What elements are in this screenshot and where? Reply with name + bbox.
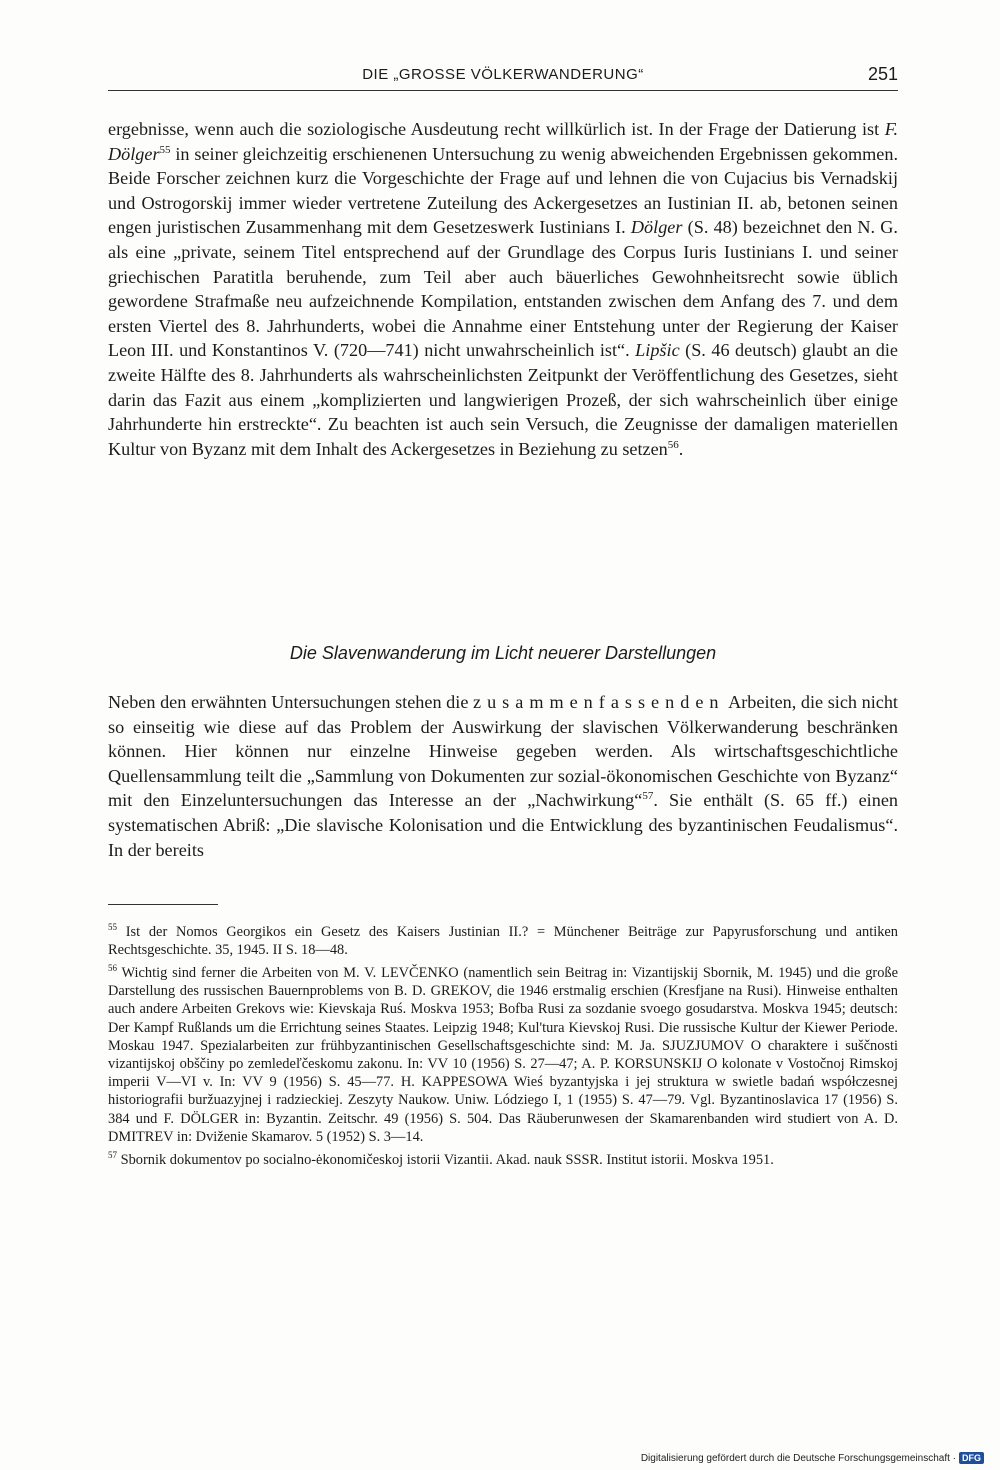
footnote-divider: [108, 904, 218, 905]
paragraph-continuation: [108, 117, 898, 461]
running-header: [108, 64, 898, 91]
author-name: F. Dölger: [108, 119, 898, 164]
footnote-ref[interactable]: 56: [667, 438, 679, 451]
footnote-ref[interactable]: 55: [159, 143, 171, 156]
text-run: ergebnisse, wenn auch die soziologische Ausdeutung recht willkürlich ist. In der Frage der Datierung ist: [108, 119, 885, 139]
footnote-number: 56: [108, 963, 117, 974]
credit-text: Digitalisierung gefördert durch die Deutsche Forschungsgemeinschaft ·: [640, 1452, 956, 1464]
text-run: . Sie enthält (S. 65 ff.) einen systematischen Abriß: „Die slavische Kolonisation und die Entwicklung des byzantinischen Feudalismus“. In der bereits: [108, 790, 898, 860]
footnote-text: Ist der Nomos Georgikos ein Gesetz des Kaisers Justinian II.? = Münchener Beiträge zur Papyrusforschung und antiken Rechtsgeschichte. 35, 1945. II S. 18—48.: [108, 923, 898, 958]
footnote-ref[interactable]: 57: [642, 790, 654, 803]
footnotes: [108, 918, 898, 1169]
text-run: (S. 46 deutsch) glaubt an die zweite Hälfte des 8. Jahrhunderts als wahrscheinlichsten Zeitpunkt der Veröffentlichung des Gesetzes, sieht darin das Fazit aus einem „komplizierten und langwierigen Prozeß, der sich wahrscheinlich über einige Jahrhunderte hin erstreckte“. Zu beachten ist auch sein Versuch, die Zeugnisse der damaligen materiellen Kultur von Byzanz mit dem Inhalt des Ackergesetzes in Beziehung zu setzen: [108, 340, 898, 459]
text-run: .: [678, 438, 684, 459]
footnote-text: Wichtig sind ferner die Arbeiten von M. V. LEVČENKO (namentlich sein Beitrag in: Vizantijskij Sbornik, M. 1945) und die große Darstellung des russischen Bauernproblems von B. D. GREKOV, die 1946 erstmalig erschien (Kresfjane na Rusi). Hinweise enthalten auch andere Arbeiten Grekovs wie: Kievskaja Ruś. Moskva 1953; Bofba Rusi za sozdanie svoego gosudarstva. Moskva 1945; deutsch: Der Kampf Rußlands um die Errichtung seines Staates. Leipzig 1948; Kul'tura Kievskoj Rusi. Die russische Kultur der Kiewer Periode. Moskau 1947. Spezialarbeiten zur frühbyzantinischen Gesellschaftsgeschichte sind: M. Ja. SJUZJUMOV O charaktere i suščnosti vizantijskoj obščiny po zemledeľčeskomu zakonu. In: VV 10 (1956) S. 27—47; A. P. KORSUNSKIJ O kolonate v Vostočnoj Rimskoj imperii V—VI v. In: VV 9 (1956) S. 45—77. H. KAPPESOWA Wieś byzantyjska i jej struktura w swietle badań współczesnej historiografii buržuazyjnej i radzieckiej. Zeszyty Naukow. Uniw. Lódziego I, 1 (1955) S. 47—79. Vgl. Byzantinoslavica 17 (1956) S. 384 und F. DÖLGER in: Byzantin. Zeitschr. 49 (1956) S. 504. Das Räuberunwesen der Skamarenbanden wird studiert von A. D. DMITREV in: Dviženie Skamarov. 5 (1952) S. 3—14.: [108, 965, 898, 1145]
text-run: in seiner gleichzeitig erschienenen Untersuchung zu wenig abweichenden Ergebnissen gekommen. Beide Forscher zeichnen kurz die Vorgeschichte der Frage auf und lehnen die von Cujacius bis Vernadskij und Ostrogorskij immer wieder vertretene Zuteilung des Ackergesetzes an Iustinian II. ab, betonen seinen engen juristischen Zusammenhang mit dem Gesetzeswerk Iustinians I.: [108, 143, 898, 238]
footnote-number: 55: [108, 922, 117, 932]
author-name: Dölger: [630, 217, 683, 238]
footnote: [108, 1146, 898, 1169]
dfg-logo-icon[interactable]: DFG: [959, 1452, 984, 1464]
section-heading: Die Slavenwanderung im Licht neuerer Darstellungen: [289, 643, 717, 663]
footnote-text: Sbornik dokumentov po socialno-ėkonomičeskoj istorii Vizantii. Akad. nauk SSSR. Institut istorii. Moskva 1951.: [117, 1151, 774, 1168]
emphasis-spaced: zusammenfassenden: [473, 692, 725, 712]
digitization-credit: [641, 1452, 984, 1464]
paragraph: [108, 690, 898, 862]
footnote-number: 57: [108, 1150, 117, 1161]
running-title: DIE „GROSSE VÖLKERWANDERUNG“: [362, 66, 644, 83]
footnote: [108, 918, 898, 959]
author-name: Lipšic: [635, 340, 680, 361]
text-run: Neben den erwähnten Untersuchungen stehen die: [108, 692, 473, 712]
footnote: [108, 959, 898, 1146]
text-run: (S. 48) bezeichnet den N. G. als eine „private, seinem Titel entsprechend auf der Grundlage des Corpus Iuris Iustinians I. und seiner griechischen Paratitla beruhende, zum Teil aber auch bäuerliches Gewohnheitsrecht sowie üblich gewordene Strafmaße neu aufzeichnende Kompilation, entstanden zwischen dem Anfang des 7. und dem ersten Viertel des 8. Jahrhunderts, wobei die Annahme einer Entstehung unter der Regierung der Kaiser Leon III. und Konstantinos V. (720—741) nicht unwahrscheinlich ist“.: [108, 217, 898, 361]
page-number: 251: [867, 64, 898, 84]
text-run: Arbeiten, die sich nicht so einseitig wie diese auf das Problem der Auswirkung der slavischen Völkerwanderung beschränken können. Hier können nur einzelne Hinweise gegeben werden. Als wirtschaftsgeschichtliche Quellensammlung teilt die „Sammlung von Dokumenten zur sozial-ökonomischen Geschichte von Byzanz“ mit den Einzeluntersuchungen das Interesse an der „Nachwirkung“: [108, 692, 898, 811]
